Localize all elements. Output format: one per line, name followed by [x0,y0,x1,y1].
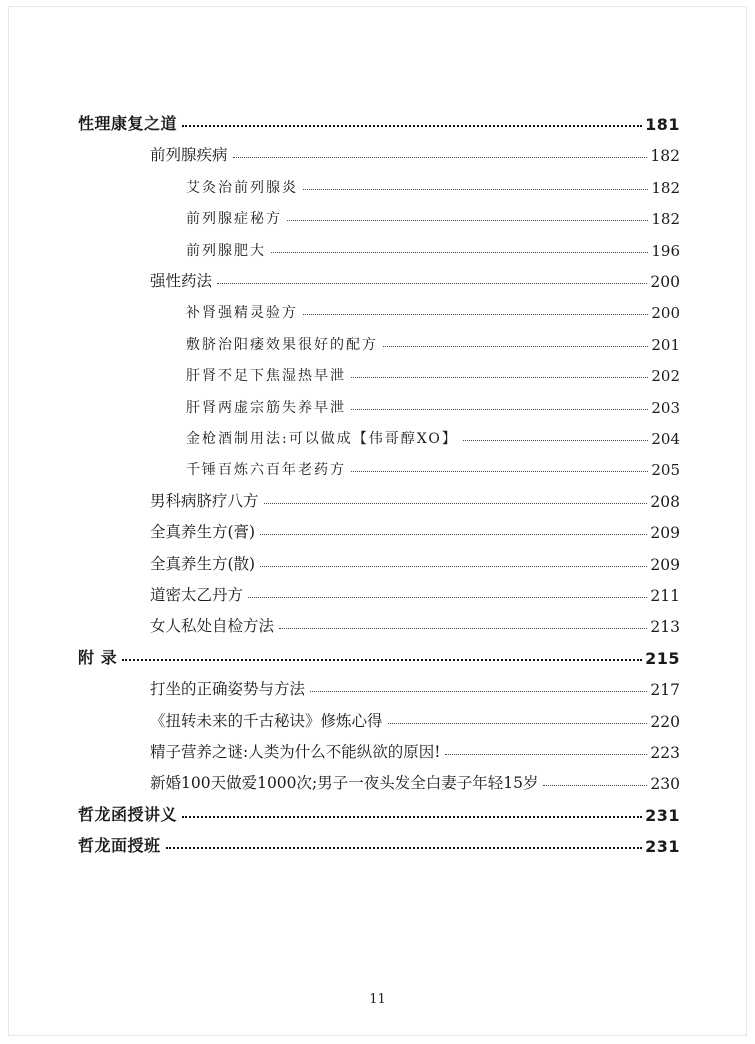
toc-entry-page-number: 196 [651,241,680,260]
toc-entry[interactable] [150,483,680,511]
toc-entry-title: 附 录 [78,647,118,667]
toc-entry-page-number: 200 [650,273,680,291]
dot-leader [287,220,648,221]
toc-entry-title: 全真养生方(膏) [150,523,256,542]
toc-entry[interactable] [150,137,680,165]
toc-entry[interactable] [186,357,680,385]
toc-entry-title: 艾灸治前列腺炎 [186,179,298,196]
dot-leader [543,785,647,786]
toc-entry-page-number: 211 [650,587,680,605]
dot-leader [233,157,648,158]
toc-entry-page-number: 209 [650,555,680,574]
toc-entry-page-number: 230 [650,775,680,794]
toc-entry-page-number: 220 [650,712,680,731]
toc-entry-title: 《扭转未来的千古秘诀》修炼心得 [150,711,383,730]
toc-entry-page-number: 201 [651,335,680,354]
dot-leader [383,346,648,347]
dot-leader [303,189,648,190]
dot-leader [303,314,648,315]
toc-entry-page-number: 181 [645,115,680,134]
toc-entry-title: 千锤百炼六百年老药方 [186,462,346,479]
toc-entry-page-number: 208 [650,492,680,511]
toc-entry[interactable] [78,106,680,134]
toc-entry-page-number: 217 [650,681,680,700]
toc-entry-title: 补肾强精灵验方 [186,305,298,322]
toc-entry-page-number: 205 [651,461,680,480]
toc-entry-page-number: 231 [645,837,680,857]
toc-entry[interactable] [186,420,680,448]
toc-entry-page-number: 223 [650,744,680,762]
toc-entry-title: 强性药法 [150,272,213,290]
dot-leader [351,409,648,410]
toc-entry-title: 肝肾不足下焦湿热早泄 [186,368,346,385]
toc-entry[interactable] [186,232,680,260]
toc-entry-title: 女人私处自检方法 [150,617,275,636]
dot-leader [351,377,648,378]
toc-entry-title: 全真养生方(散) [150,554,256,573]
toc-entry-title: 新婚100天做爱1000次;男子一夜头发全白妻子年轻15岁 [150,774,539,793]
toc-entry[interactable] [150,765,680,793]
toc-entry-page-number: 203 [651,398,680,417]
toc-entry-page-number: 231 [645,805,680,825]
toc-entry[interactable] [150,546,680,574]
toc-entry-page-number: 213 [650,618,680,637]
toc-entry-title: 哲龙函授讲义 [78,804,178,824]
toc-entry-title: 前列腺肥大 [186,242,266,259]
toc-entry[interactable] [186,169,680,197]
dot-leader [271,252,648,253]
toc-entry[interactable] [150,703,680,731]
dot-leader [279,628,647,629]
toc-entry-title: 打坐的正确姿势与方法 [150,680,306,699]
toc-entry-title: 性理康复之道 [78,114,178,133]
toc-entry[interactable] [150,263,680,291]
toc-entry[interactable] [186,326,680,354]
toc-entry-title: 男科病脐疗八方 [150,491,259,510]
toc-entry-title: 前列腺疾病 [150,146,228,165]
toc-entry[interactable] [150,734,680,762]
dot-leader [182,816,642,818]
toc-entry[interactable] [78,797,680,825]
toc-entry-page-number: 182 [651,210,680,229]
toc-entry[interactable] [186,389,680,417]
toc-entry[interactable] [78,828,680,856]
toc-entry-title: 金枪酒制用法:可以做成【伟哥醇XO】 [186,431,458,447]
toc-entry[interactable] [186,451,680,479]
dot-leader [166,847,643,849]
toc-entry[interactable] [186,294,680,322]
dot-leader [217,283,647,284]
dot-leader [445,754,647,755]
dot-leader [264,503,648,504]
toc-entry-page-number: 202 [651,367,680,386]
toc-entry-page-number: 200 [651,304,680,323]
dot-leader [260,566,647,567]
toc-entry-page-number: 204 [651,430,680,448]
dot-leader [388,723,648,724]
toc-entry-title: 精子营养之谜:人类为什么不能纵欲的原因! [150,743,441,761]
dot-leader [122,659,642,661]
toc-entry-page-number: 182 [651,178,680,197]
toc-entry-title: 哲龙面授班 [78,836,161,856]
dot-leader [310,691,647,692]
toc-entry-title: 敷脐治阳痿效果很好的配方 [186,336,378,353]
toc-entry-title: 道密太乙丹方 [150,586,244,604]
dot-leader [463,440,648,441]
page-number: 11 [369,992,386,1007]
toc-entry[interactable] [150,608,680,636]
dot-leader [248,597,647,598]
toc-entry-title: 前列腺症秘方 [186,211,282,228]
toc-entry[interactable] [150,577,680,605]
dot-leader [351,471,648,472]
toc-entry[interactable] [186,200,680,228]
toc-entry[interactable] [150,671,680,699]
toc-entry[interactable] [78,640,680,668]
dot-leader [182,125,642,127]
toc-entry-page-number: 182 [650,147,680,166]
toc-entry-page-number: 209 [650,524,680,543]
dot-leader [260,534,647,535]
toc-entry-title: 肝肾两虚宗筋失养早泄 [186,399,346,416]
toc-entry-page-number: 215 [645,648,680,668]
toc-entry[interactable] [150,514,680,542]
